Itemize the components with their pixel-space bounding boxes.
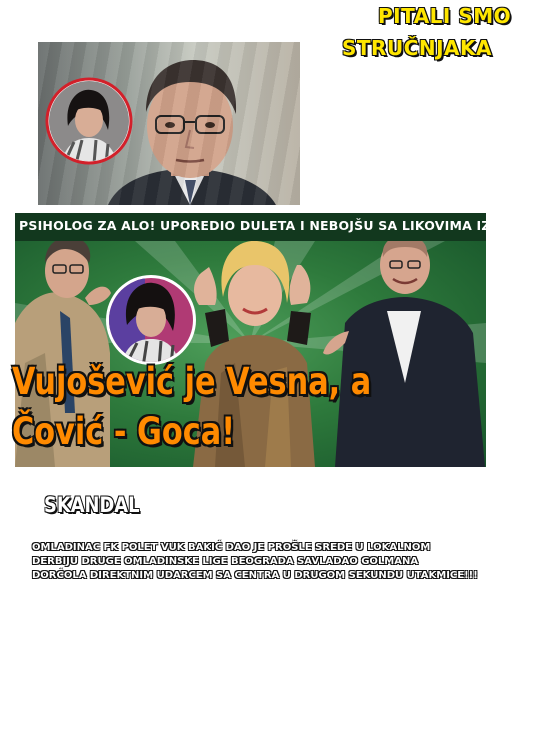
corner-title (338, 2, 512, 66)
headline-line1: Vujošević je Vesna, a (12, 360, 372, 403)
top-photo (38, 42, 300, 205)
banner-header-text: PSIHOLOG ZA ALO! UPOREDIO DULETA I NEBOJŠU SA LIKOVIMA IZ „FARME“ (19, 218, 560, 233)
article-body-line: DORĆOLA DIREKTNIM UDARCEM SA CENTRA U DRUGOM SEKUNDU UTAKMICE!!! (32, 570, 478, 581)
corner-title-line2: STRUČNJAKA (342, 36, 492, 60)
headline-line2: Čović - Goca! (12, 410, 236, 453)
banner-header (15, 213, 560, 241)
article-body (32, 541, 482, 583)
woman-inset-portrait (46, 78, 132, 164)
corner-title-line1: PITALI SMO (378, 4, 512, 28)
article-body-line: OMLADINAC FK POLET VUK BAKIĆ DAO JE PROŠLE SREDE U LOKALNOM (32, 542, 431, 553)
article-body-line: DERBIJU DRUGE OMLADINSKE LIGE BEOGRADA SAVLADAO GOLMANA (32, 556, 419, 567)
article-heading: SKANDAL (44, 493, 140, 517)
